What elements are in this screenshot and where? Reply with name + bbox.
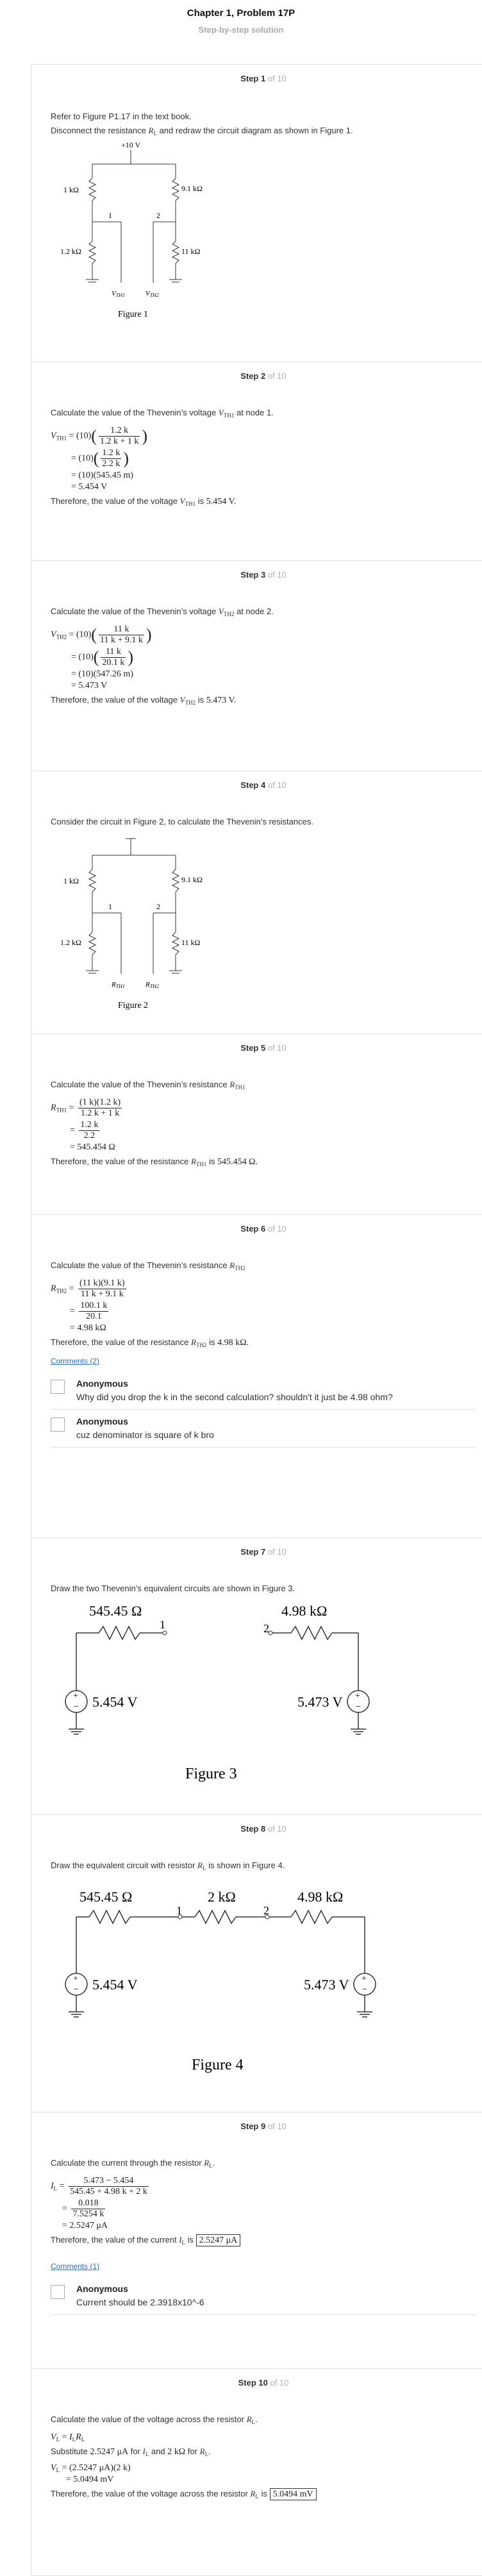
svg-text:−: − [74,1702,79,1712]
svg-text:1: 1 [108,211,112,220]
svg-text:Figure 1: Figure 1 [118,310,149,319]
step-text: Draw the two Thevenin’s equivalent circuits are shown in Figure 3. [51,1584,295,1593]
svg-text:+: + [355,1691,360,1701]
svg-text:RTH2: RTH2 [145,981,159,989]
svg-text:4.98 kΩ: 4.98 kΩ [297,1889,344,1905]
svg-text:1.2 kΩ: 1.2 kΩ [60,247,81,256]
equation: $V_{TH2} = (10)$( $\frac{11 k}{11 k + 9.1 k}$ ) = (10)( $\frac{11 k}{20.1 k}$ ) = (10)(547.26 m) = 5.473 V [51,624,152,690]
step-text: Draw the equivalent circuit with resistor $R_L$ is shown in Figure 4. [51,1861,285,1871]
comments-list [51,1372,476,1448]
avatar [51,1418,65,1432]
svg-text:VTH1: VTH1 [112,290,125,298]
svg-text:2: 2 [263,1622,269,1635]
comment-body: Current should be 2.3918x10^-6 [76,2297,204,2307]
svg-text:1.2 kΩ: 1.2 kΩ [60,938,81,947]
circuit-figure-2 [57,830,224,1028]
step-4 [31,771,482,1034]
step-conclusion: Therefore, the value of the voltage $V_{TH2}$ is 5.473 V. [51,695,237,706]
step-6 [31,1215,482,1538]
page-subtitle: Step-by-step solution [198,25,284,35]
svg-text:1: 1 [108,902,112,911]
svg-text:5.473 V: 5.473 V [297,1694,343,1710]
page-header [0,0,482,49]
step-label: Step 9 of 10 [240,2121,287,2131]
step-text: Substitute 2.5247 μA for $I_L$ and 2 kΩ for $R_L$. [51,2446,211,2457]
comment-body: cuz denominator is square of k bro [76,1430,214,1440]
svg-text:RTH1: RTH1 [112,981,125,989]
circuit-figure-1 [57,138,224,337]
svg-text:−: − [362,1985,367,1995]
page-title: Chapter 1, Problem 17P [187,8,295,19]
equation: $V_{TH1} = (10)$( $\frac{1.2 k}{1.2 k + 1 k}$ ) = (10)( $\frac{1.2 k}{2.2 k}$ ) = (10)(545.45 m) = 5.454 V [51,426,148,492]
svg-text:−: − [74,1985,79,1995]
step-text: Calculate the value of the Thevenin’s voltage $V_{TH2}$ at node 2. [51,606,274,617]
svg-text:4.98 kΩ: 4.98 kΩ [281,1603,328,1619]
svg-text:5.473 V: 5.473 V [304,1977,349,1993]
step-text: Calculate the value of the Thevenin’s resistance $R_{TH2}$ [51,1260,245,1271]
step-3 [31,561,482,771]
svg-text:5.454 V: 5.454 V [92,1977,138,1993]
svg-text:545.45 Ω: 545.45 Ω [79,1889,133,1905]
comments-link[interactable]: Comments (1) [51,2262,100,2271]
step-label: Step 3 of 10 [240,570,287,580]
step-label: Step 2 of 10 [240,371,287,381]
step-label: Step 5 of 10 [240,1043,287,1053]
equation: $V_L = I_LR_L$ [51,2432,85,2443]
comment [51,1372,476,1410]
step-text: Calculate the current through the resistor $R_L$. [51,2158,215,2169]
svg-text:2 kΩ: 2 kΩ [208,1889,236,1905]
circuit-figure-3 [51,1598,410,1803]
svg-text:+: + [73,1691,78,1701]
step-label: Step 7 of 10 [240,1547,287,1557]
step-label: Step 6 of 10 [240,1224,287,1234]
step-conclusion: Therefore, the value of the resistance $R_{TH1}$ is 545.454 Ω. [51,1157,258,1167]
equation: $V_L = (2.5247$ μA)(2 k) = 5.0494 mV [51,2463,131,2484]
svg-text:2: 2 [263,1904,269,1917]
step-5 [31,1034,482,1215]
equation: $R_{TH1}$ = $\frac{(1 k)(1.2 k)}{1.2 k + 1 k}$ = $\frac{1.2 k}{2.2}$ = 545.454 Ω [51,1098,121,1152]
step-text: Disconnect the resistance $R_L$ and redraw the circuit diagram as shown in Figure 1. [51,126,353,137]
step-9 [31,2112,482,2369]
comment-body: Why did you drop the k in the second calculation? shouldn't it just be 4.98 ohm? [76,1392,393,1402]
comment-author: Anonymous [76,1378,128,1389]
avatar [51,2285,65,2299]
svg-text:1: 1 [176,1904,182,1917]
step-7 [31,1538,482,1815]
svg-text:Figure 4: Figure 4 [192,2057,244,2073]
svg-text:545.45 Ω: 545.45 Ω [89,1603,142,1619]
svg-text:+10 V: +10 V [121,140,141,149]
svg-text:11 kΩ: 11 kΩ [181,938,201,947]
step-text: Refer to Figure P1.17 in the text book. [51,112,192,121]
equation: $I_L$ = $\frac{5.473 - 5.454}{545.45 + 4.98 k + 2 k}$ = $\frac{0.018}{7.5254 k}$ = 2.5247 μA [51,2176,147,2230]
step-conclusion: Therefore, the value of the current $I_L$ is 2.5247 μA [51,2235,476,2248]
comments-list [51,2277,476,2315]
svg-text:1: 1 [160,1618,165,1631]
svg-text:9.1 kΩ: 9.1 kΩ [181,875,203,884]
svg-text:1 kΩ: 1 kΩ [63,185,79,194]
avatar [51,1380,65,1394]
svg-text:2: 2 [156,902,160,911]
svg-text:Figure 2: Figure 2 [118,1001,149,1010]
svg-text:2: 2 [156,211,160,220]
step-text: Consider the circuit in Figure 2, to calculate the Thevenin’s resistances. [51,817,313,826]
step-conclusion: Therefore, the value of the voltage $V_{TH1}$ is 5.454 V. [51,496,237,507]
svg-text:Figure 3: Figure 3 [185,1766,237,1782]
step-label: Step 1 of 10 [240,74,287,83]
svg-text:9.1 kΩ: 9.1 kΩ [181,184,203,193]
equation: $R_{TH2}$ = $\frac{(11 k)(9.1 k)}{11 k + 9.1 k}$ = $\frac{100.1 k}{20.1}$ = 4.98 kΩ [51,1278,125,1333]
step-conclusion: Therefore, the value of the voltage across the resistor $R_L$ is 5.0494 mV [51,2489,476,2502]
svg-text:+: + [73,1974,78,1984]
svg-text:VTH2: VTH2 [145,290,159,298]
svg-text:11 kΩ: 11 kΩ [181,247,201,256]
step-text: Calculate the value of the voltage across the resistor $R_L$. [51,2414,258,2425]
step-10 [31,2369,482,2576]
svg-text:5.454 V: 5.454 V [92,1694,138,1710]
svg-text:+: + [362,1974,367,1984]
step-label: Step 8 of 10 [240,1824,287,1834]
comments-link[interactable]: Comments (2) [51,1357,100,1366]
comment-author: Anonymous [76,1416,128,1426]
step-1 [31,65,482,362]
solution-steps [31,64,482,2576]
step-conclusion: Therefore, the value of the resistance $R_{TH2}$ is 4.98 kΩ. [51,1337,249,1348]
comment [51,1410,476,1448]
step-label: Step 10 of 10 [238,2378,289,2388]
circuit-figure-4 [51,1877,435,2095]
svg-text:−: − [356,1702,361,1712]
step-text: Calculate the value of the Thevenin’s resistance $R_{TH1}$ [51,1080,245,1091]
step-label: Step 4 of 10 [240,780,287,790]
step-8 [31,1815,482,2112]
comment [51,2277,476,2315]
step-2 [31,362,482,561]
step-text: Calculate the value of the Thevenin’s voltage $V_{TH1}$ at node 1. [51,408,274,419]
comment-author: Anonymous [76,2284,128,2294]
svg-text:1 kΩ: 1 kΩ [63,876,79,885]
